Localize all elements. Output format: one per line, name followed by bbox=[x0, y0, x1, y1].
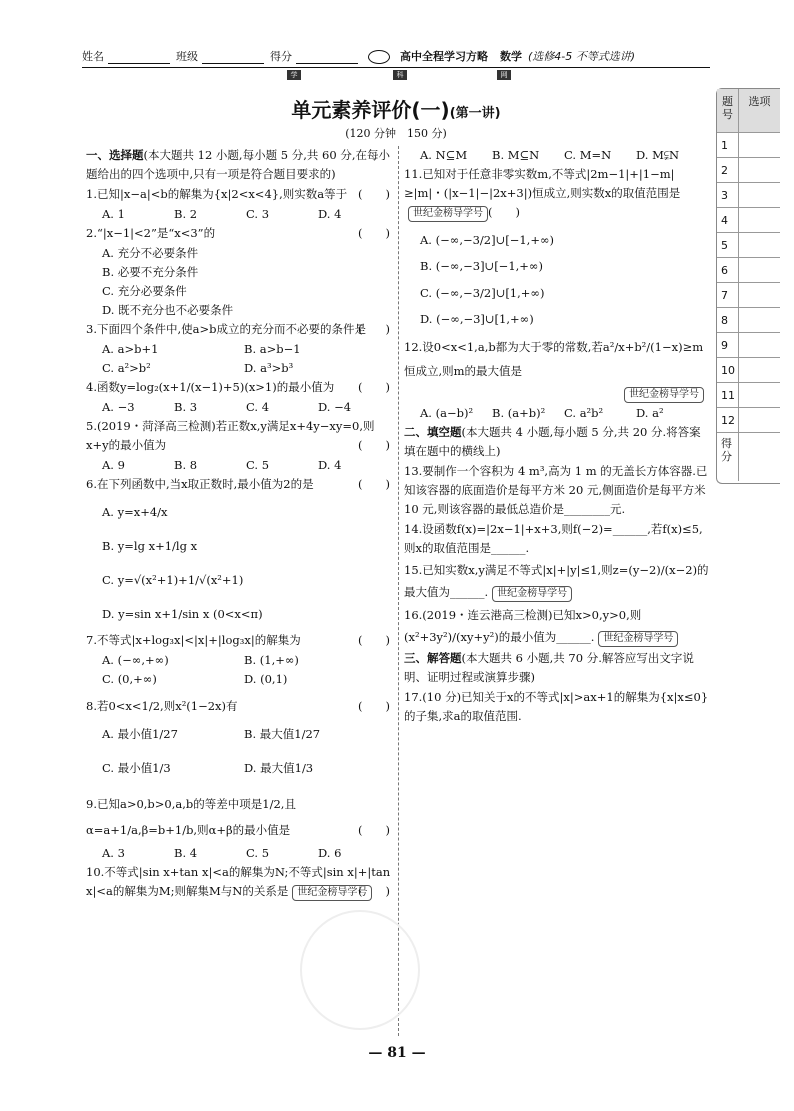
answer-row[interactable]: 11 bbox=[717, 383, 780, 408]
score-field: 得分 bbox=[270, 48, 358, 64]
option[interactable]: B. 必要不充分条件 bbox=[102, 265, 199, 279]
option[interactable]: C. (−∞,−3/2]∪[1,+∞) bbox=[420, 286, 545, 300]
book-name: (选修4-5 不等式选讲) bbox=[528, 50, 636, 63]
brand-name: 高中全程学习方略 bbox=[400, 50, 488, 63]
option[interactable]: D. y=sin x+1/sin x (0<x<π) bbox=[102, 607, 263, 621]
option[interactable]: B. (−∞,−3]∪[−1,+∞) bbox=[420, 259, 543, 273]
name-blank[interactable] bbox=[108, 52, 170, 64]
question-2: 2.“|x−1|<2”是“x<3”的 ( ) bbox=[86, 226, 390, 240]
right-column bbox=[404, 146, 712, 727]
question-9: 9.已知a>0,b>0,a,b的等差中项是1/2,且α=a+1/a,β=b+1/b,则α+β的最小值是 ( ) bbox=[86, 797, 390, 837]
question-7: 7.不等式|x+log₃x|<|x|+|log₃x|的解集为 ( ) bbox=[86, 633, 390, 647]
guide-badge: 世纪金榜导学号 bbox=[598, 631, 678, 647]
options-q8: C. 最小值1/3 D. 最大值1/3 bbox=[102, 761, 314, 775]
question-11: 11.已知对于任意非零实数m,不等式|2m−1|+|1−m|≥|m|・(|x−1|−|2x+3|)恒成立,则实数x的取值范围是世纪金榜导学号 ( ) bbox=[404, 165, 712, 222]
tab-mark: 科 bbox=[393, 70, 407, 80]
options-q7: C. (0,+∞) D. (0,1) bbox=[102, 672, 288, 686]
tab-marks bbox=[0, 70, 794, 80]
option[interactable]: C. 充分必要条件 bbox=[102, 284, 187, 298]
options-q9: A. 3 B. 4 C. 5 D. 6 bbox=[102, 846, 342, 860]
question-16: 16.(2019・连云港高三检测)已知x>0,y>0,则(x²+3y²)/(xy+y²)的最小值为______. 世纪金榜导学号 bbox=[404, 604, 712, 648]
question-12-badge-row bbox=[404, 384, 712, 403]
option[interactable]: D. (−∞,−3]∪[1,+∞) bbox=[420, 312, 534, 326]
question-14: 14.设函数f(x)=|2x−1|+x+3,则f(−2)=______,若f(x)≤5,则x的取值范围是______. bbox=[404, 522, 703, 555]
watermark-seal bbox=[300, 910, 420, 1030]
option[interactable]: B. y=lg x+1/lg x bbox=[102, 539, 198, 553]
answer-row[interactable]: 5 bbox=[717, 233, 780, 258]
answer-row[interactable]: 8 bbox=[717, 308, 780, 333]
guide-badge: 世纪金榜导学号 bbox=[492, 586, 572, 602]
options-q1: A. 1 B. 2 C. 3 D. 4 bbox=[102, 207, 342, 221]
answer-row[interactable]: 9 bbox=[717, 333, 780, 358]
answer-row[interactable]: 6 bbox=[717, 258, 780, 283]
time-and-score: (120 分钟 150 分) bbox=[345, 127, 447, 140]
options-q3: C. a²>b² D. a³>b³ bbox=[102, 361, 294, 375]
answer-row[interactable]: 4 bbox=[717, 208, 780, 233]
section-fill: 二、填空题(本大题共 4 小题,每小题 5 分,共 20 分.将答案填在题中的横线上) bbox=[404, 425, 701, 458]
question-12: 12.设0<x<1,a,b都为大于零的常数,若a²/x+b²/(1−x)≥m恒成立,则m的最大值是 bbox=[404, 340, 704, 378]
answer-row[interactable]: 10 bbox=[717, 358, 780, 383]
options-q10: A. N⊆M B. M⊆N C. M=N D. M⫋N bbox=[420, 148, 680, 162]
question-4: 4.函数y=log₂(x+1/(x−1)+5)(x>1)的最小值为 ( ) bbox=[86, 380, 390, 394]
guide-badge: 世纪金榜导学号 bbox=[408, 206, 488, 222]
option[interactable]: A. 充分不必要条件 bbox=[102, 246, 199, 260]
guide-badge: 世纪金榜导学号 bbox=[292, 885, 372, 901]
name-field: 姓名 bbox=[82, 48, 170, 64]
score-blank[interactable] bbox=[296, 52, 358, 64]
answer-sidebar-header: 题号 选项 bbox=[717, 89, 780, 133]
options-q4: A. −3 B. 3 C. 4 D. −4 bbox=[102, 400, 352, 414]
options-q12: A. (a−b)² B. (a+b)² C. a²b² D. a² bbox=[420, 406, 664, 420]
question-13: 13.要制作一个容积为 4 m³,高为 1 m 的无盖长方体容器.已知该容器的底面造价是每平方米 20 元,侧面造价是每平方米 10 元,则该容器的最低总造价是________元. bbox=[404, 464, 708, 516]
question-5: 5.(2019・菏泽高三检测)若正数x,y满足x+4y−xy=0,则x+y的最小值为 ( ) bbox=[86, 419, 390, 452]
options-q5: A. 9 B. 8 C. 5 D. 4 bbox=[102, 458, 342, 472]
option[interactable]: A. (−∞,−3/2]∪[−1,+∞) bbox=[420, 233, 555, 247]
option[interactable]: C. y=√(x²+1)+1/√(x²+1) bbox=[102, 573, 244, 587]
section-answer: 三、解答题(本大题共 6 小题,共 70 分.解答应写出文字说明、证明过程或演算步骤) bbox=[404, 651, 694, 684]
answer-row[interactable]: 3 bbox=[717, 183, 780, 208]
question-8: 8.若0<x<1/2,则x²(1−2x)有 ( ) bbox=[86, 699, 390, 713]
answer-row[interactable]: 2 bbox=[717, 158, 780, 183]
score-row[interactable]: 得分 bbox=[717, 433, 780, 481]
question-15: 15.已知实数x,y满足不等式|x|+|y|≤1,则z=(y−2)/(x−2)的最大值为______. 世纪金榜导学号 bbox=[404, 559, 712, 603]
class-field: 班级 bbox=[176, 48, 264, 64]
question-1: 1.已知|x−a|<b的解集为{x|2<x<4},则实数a等于 ( ) bbox=[86, 187, 390, 201]
subject-name: 数学 bbox=[500, 50, 522, 63]
answer-row[interactable]: 12 bbox=[717, 408, 780, 433]
tab-mark: 学 bbox=[287, 70, 301, 80]
option[interactable]: A. y=x+4/x bbox=[102, 505, 168, 519]
section-choice: 一、选择题(本大题共 12 小题,每小题 5 分,共 60 分,在每小题给出的四个选项中,只有一项是符合题目要求的) bbox=[86, 148, 390, 181]
guide-badge: 世纪金榜导学号 bbox=[624, 387, 704, 403]
options-q8: A. 最小值1/27 B. 最大值1/27 bbox=[102, 727, 321, 741]
publisher-logo-icon bbox=[368, 50, 390, 64]
question-17: 17.(10 分)已知关于x的不等式|x|>ax+1的解集为{x|x≤0}的子集,求a的取值范围. bbox=[404, 690, 709, 723]
option[interactable]: D. 既不充分也不必要条件 bbox=[102, 303, 234, 317]
page-header bbox=[82, 46, 710, 68]
question-6: 6.在下列函数中,当x取正数时,最小值为2的是 ( ) bbox=[86, 477, 390, 491]
question-3: 3.下面四个条件中,使a>b成立的充分而不必要的条件是 ( ) bbox=[86, 322, 390, 336]
page-number: — 81 — bbox=[368, 1045, 426, 1061]
question-10: 10.不等式|sin x+tan x|<a的解集为N;不等式|sin x|+|tan x|<a的解集为M;则解集M与N的关系是 世纪金榜导学号 ( ) bbox=[86, 863, 394, 901]
options-q3: A. a>b+1 B. a>b−1 bbox=[102, 342, 301, 356]
page-title: 单元素养评价(一)(第一讲) bbox=[291, 98, 501, 122]
tab-mark: 网 bbox=[497, 70, 511, 80]
answer-row[interactable]: 7 bbox=[717, 283, 780, 308]
left-column bbox=[86, 146, 394, 902]
options-q7: A. (−∞,+∞) B. (1,+∞) bbox=[102, 653, 299, 667]
answer-sidebar bbox=[716, 88, 780, 484]
answer-row[interactable]: 1 bbox=[717, 133, 780, 158]
column-divider bbox=[398, 146, 399, 1036]
class-blank[interactable] bbox=[202, 52, 264, 64]
